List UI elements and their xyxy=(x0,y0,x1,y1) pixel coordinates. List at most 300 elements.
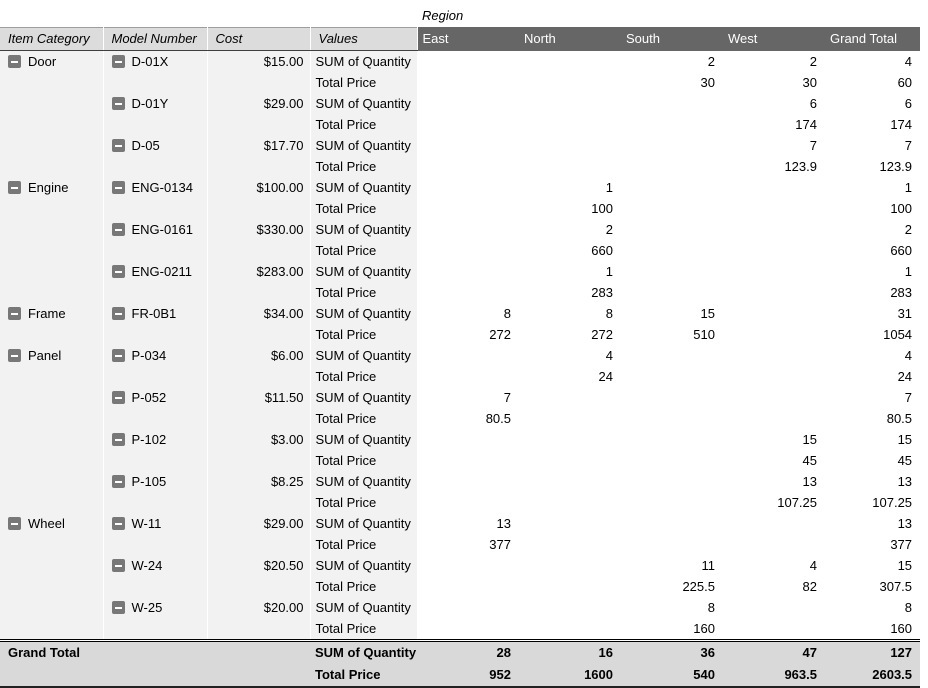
grand-total-cell-east: 952 xyxy=(417,664,519,687)
category-cell xyxy=(0,51,103,73)
data-cell xyxy=(519,597,621,618)
data-cell: 4 xyxy=(825,345,920,366)
data-cell: 2 xyxy=(723,51,825,73)
pivot-row xyxy=(0,51,920,73)
cost-cell xyxy=(207,156,310,177)
cost-cell: $8.25 xyxy=(207,471,310,492)
model-label: W-11 xyxy=(131,516,162,531)
model-label: W-25 xyxy=(131,600,163,615)
data-cell xyxy=(621,261,723,282)
data-cell: 6 xyxy=(825,93,920,114)
values-label-cell: Total Price xyxy=(310,282,417,303)
data-cell xyxy=(519,492,621,513)
minus-icon xyxy=(115,229,122,231)
values-label-cell: SUM of Quantity xyxy=(310,303,417,324)
category-cell xyxy=(0,576,103,597)
values-label-cell: SUM of Quantity xyxy=(310,345,417,366)
pivot-row xyxy=(0,72,920,93)
data-cell xyxy=(723,282,825,303)
category-cell xyxy=(0,618,103,641)
data-cell xyxy=(723,618,825,641)
data-cell: 377 xyxy=(417,534,519,555)
data-cell xyxy=(417,471,519,492)
cost-cell: $6.00 xyxy=(207,345,310,366)
cost-cell: $17.70 xyxy=(207,135,310,156)
category-cell xyxy=(0,156,103,177)
data-cell xyxy=(417,135,519,156)
collapse-model-button[interactable] xyxy=(112,391,125,404)
data-cell xyxy=(723,387,825,408)
data-cell xyxy=(621,345,723,366)
grand-total-cell-north: 16 xyxy=(519,641,621,665)
category-cell xyxy=(0,450,103,471)
grand-total-values-label-cell: Total Price xyxy=(310,664,417,687)
collapse-model-button[interactable] xyxy=(112,139,125,152)
cost-cell: $330.00 xyxy=(207,219,310,240)
pivot-row xyxy=(0,597,920,618)
model-label: FR-0B1 xyxy=(131,306,177,321)
pivot-row xyxy=(0,177,920,198)
minus-icon xyxy=(11,61,18,63)
data-cell: 377 xyxy=(825,534,920,555)
data-cell: 123.9 xyxy=(723,156,825,177)
data-cell: 60 xyxy=(825,72,920,93)
data-cell xyxy=(417,114,519,135)
model-label: P-052 xyxy=(131,390,167,405)
pivot-row xyxy=(0,555,920,576)
data-cell xyxy=(723,219,825,240)
model-cell xyxy=(103,387,207,408)
grand-total-cell-total: 2603.5 xyxy=(825,664,920,687)
model-cell xyxy=(103,492,207,513)
values-label-cell: Total Price xyxy=(310,450,417,471)
category-label: Wheel xyxy=(28,516,65,531)
collapse-model-button[interactable] xyxy=(112,307,125,320)
data-cell xyxy=(417,240,519,261)
category-label: Panel xyxy=(28,348,62,363)
model-cell xyxy=(103,618,207,641)
model-cell xyxy=(103,135,207,156)
data-cell xyxy=(417,345,519,366)
minus-icon xyxy=(11,523,18,525)
values-label-cell: Total Price xyxy=(310,240,417,261)
data-cell xyxy=(723,408,825,429)
values-label-cell: SUM of Quantity xyxy=(310,513,417,534)
pivot-row xyxy=(0,471,920,492)
minus-icon xyxy=(115,481,122,483)
model-cell xyxy=(103,597,207,618)
region-row-blank xyxy=(0,3,417,28)
category-cell xyxy=(0,177,103,198)
data-cell xyxy=(519,93,621,114)
data-cell: 4 xyxy=(519,345,621,366)
grand-total-empty-cell xyxy=(207,664,310,687)
collapse-model-button[interactable] xyxy=(112,475,125,488)
collapse-model-button[interactable] xyxy=(112,223,125,236)
values-label-cell: SUM of Quantity xyxy=(310,219,417,240)
model-cell xyxy=(103,240,207,261)
collapse-model-button[interactable] xyxy=(112,517,125,530)
data-cell: 7 xyxy=(825,135,920,156)
model-label: D-05 xyxy=(131,138,160,153)
data-cell xyxy=(417,93,519,114)
model-cell xyxy=(103,324,207,345)
category-cell xyxy=(0,534,103,555)
region-column-east: East xyxy=(417,28,519,51)
data-cell xyxy=(417,450,519,471)
minus-icon xyxy=(11,313,18,315)
data-cell: 272 xyxy=(519,324,621,345)
data-cell xyxy=(621,93,723,114)
data-cell xyxy=(519,408,621,429)
data-cell: 510 xyxy=(621,324,723,345)
minus-icon xyxy=(115,355,122,357)
minus-icon xyxy=(115,145,122,147)
data-cell xyxy=(417,618,519,641)
data-cell xyxy=(519,51,621,73)
category-label: Door xyxy=(28,54,57,69)
data-cell: 1054 xyxy=(825,324,920,345)
data-cell: 80.5 xyxy=(825,408,920,429)
data-cell xyxy=(621,534,723,555)
collapse-category-button[interactable] xyxy=(8,307,21,320)
cost-cell: $3.00 xyxy=(207,429,310,450)
grand-total-empty-cell xyxy=(207,641,310,665)
data-cell: 11 xyxy=(621,555,723,576)
model-cell xyxy=(103,429,207,450)
cost-cell: $29.00 xyxy=(207,513,310,534)
category-cell xyxy=(0,303,103,324)
pivot-row xyxy=(0,261,920,282)
category-cell xyxy=(0,261,103,282)
values-label-cell: SUM of Quantity xyxy=(310,387,417,408)
values-label-cell: Total Price xyxy=(310,324,417,345)
grand-total-cell-east: 28 xyxy=(417,641,519,665)
values-label-cell: Total Price xyxy=(310,366,417,387)
data-cell: 45 xyxy=(723,450,825,471)
model-cell xyxy=(103,555,207,576)
column-header-cost: Cost xyxy=(207,28,310,51)
values-label-cell: SUM of Quantity xyxy=(310,261,417,282)
data-cell: 272 xyxy=(417,324,519,345)
data-cell: 107.25 xyxy=(825,492,920,513)
cost-cell xyxy=(207,408,310,429)
collapse-model-button[interactable] xyxy=(112,601,125,614)
region-column-south: South xyxy=(621,28,723,51)
data-cell xyxy=(519,618,621,641)
data-cell: 4 xyxy=(723,555,825,576)
cost-cell xyxy=(207,534,310,555)
collapse-model-button[interactable] xyxy=(112,559,125,572)
data-cell xyxy=(417,282,519,303)
pivot-row xyxy=(0,93,920,114)
data-cell xyxy=(417,177,519,198)
pivot-row xyxy=(0,408,920,429)
data-cell xyxy=(621,387,723,408)
model-cell xyxy=(103,345,207,366)
grand-total-cell-south: 36 xyxy=(621,641,723,665)
data-cell: 4 xyxy=(825,51,920,73)
pivot-row xyxy=(0,219,920,240)
category-cell xyxy=(0,555,103,576)
data-cell xyxy=(621,135,723,156)
model-cell xyxy=(103,156,207,177)
data-cell: 2 xyxy=(825,219,920,240)
data-cell xyxy=(621,471,723,492)
data-cell xyxy=(621,513,723,534)
values-label-cell: Total Price xyxy=(310,408,417,429)
data-cell: 1 xyxy=(519,261,621,282)
pivot-row xyxy=(0,513,920,534)
minus-icon xyxy=(115,397,122,399)
data-cell xyxy=(723,303,825,324)
data-cell xyxy=(621,492,723,513)
data-cell xyxy=(417,492,519,513)
collapse-category-button[interactable] xyxy=(8,181,21,194)
category-cell xyxy=(0,282,103,303)
data-cell: 13 xyxy=(825,513,920,534)
collapse-model-button[interactable] xyxy=(112,265,125,278)
data-cell xyxy=(621,177,723,198)
category-cell xyxy=(0,324,103,345)
pivot-row xyxy=(0,576,920,597)
grand-total-cell-total: 127 xyxy=(825,641,920,665)
grand-total-label-cell: Grand Total xyxy=(0,641,103,665)
collapse-category-button[interactable] xyxy=(8,55,21,68)
data-cell: 13 xyxy=(417,513,519,534)
data-cell: 160 xyxy=(621,618,723,641)
cost-cell: $11.50 xyxy=(207,387,310,408)
data-cell: 8 xyxy=(621,597,723,618)
model-cell xyxy=(103,366,207,387)
region-label: Region xyxy=(417,3,920,28)
values-label-cell: Total Price xyxy=(310,114,417,135)
data-cell xyxy=(519,135,621,156)
collapse-model-button[interactable] xyxy=(112,349,125,362)
collapse-model-button[interactable] xyxy=(112,55,125,68)
model-cell xyxy=(103,576,207,597)
values-label-cell: Total Price xyxy=(310,492,417,513)
category-cell xyxy=(0,114,103,135)
model-cell xyxy=(103,114,207,135)
cost-cell: $283.00 xyxy=(207,261,310,282)
data-cell: 225.5 xyxy=(621,576,723,597)
values-label-cell: Total Price xyxy=(310,534,417,555)
cost-cell xyxy=(207,198,310,219)
data-cell: 13 xyxy=(825,471,920,492)
values-label-cell: Total Price xyxy=(310,198,417,219)
cost-cell xyxy=(207,240,310,261)
pivot-row xyxy=(0,345,920,366)
minus-icon xyxy=(115,61,122,63)
data-cell: 2 xyxy=(519,219,621,240)
data-cell xyxy=(519,534,621,555)
model-cell xyxy=(103,177,207,198)
minus-icon xyxy=(115,439,122,441)
data-cell xyxy=(621,450,723,471)
column-header-item-category: Item Category xyxy=(0,28,103,51)
data-cell: 15 xyxy=(825,555,920,576)
column-header-row xyxy=(0,28,920,51)
collapse-model-button[interactable] xyxy=(112,433,125,446)
data-cell: 660 xyxy=(825,240,920,261)
model-cell xyxy=(103,72,207,93)
values-label-cell: Total Price xyxy=(310,618,417,641)
data-cell xyxy=(417,366,519,387)
data-cell: 30 xyxy=(723,72,825,93)
model-cell xyxy=(103,513,207,534)
minus-icon xyxy=(115,565,122,567)
category-cell xyxy=(0,93,103,114)
data-cell xyxy=(621,366,723,387)
data-cell: 8 xyxy=(417,303,519,324)
data-cell: 160 xyxy=(825,618,920,641)
data-cell xyxy=(723,198,825,219)
data-cell xyxy=(621,114,723,135)
data-cell: 15 xyxy=(723,429,825,450)
category-cell xyxy=(0,219,103,240)
data-cell: 307.5 xyxy=(825,576,920,597)
minus-icon xyxy=(115,523,122,525)
pivot-row xyxy=(0,240,920,261)
data-cell xyxy=(621,429,723,450)
data-cell xyxy=(723,345,825,366)
category-label: Engine xyxy=(28,180,69,195)
grand-total-values-label-cell: SUM of Quantity xyxy=(310,641,417,665)
values-label-cell: SUM of Quantity xyxy=(310,177,417,198)
data-cell xyxy=(417,261,519,282)
collapse-category-button[interactable] xyxy=(8,349,21,362)
region-column-north: North xyxy=(519,28,621,51)
data-cell xyxy=(621,198,723,219)
values-label-cell: SUM of Quantity xyxy=(310,555,417,576)
data-cell: 174 xyxy=(825,114,920,135)
data-cell xyxy=(519,429,621,450)
model-label: ENG-0211 xyxy=(131,264,192,279)
grand-total-cell-south: 540 xyxy=(621,664,723,687)
model-cell xyxy=(103,450,207,471)
collapse-model-button[interactable] xyxy=(112,97,125,110)
cost-cell: $20.00 xyxy=(207,597,310,618)
category-cell xyxy=(0,408,103,429)
values-label-cell: SUM of Quantity xyxy=(310,135,417,156)
data-cell xyxy=(519,471,621,492)
model-label: D-01X xyxy=(131,54,169,69)
pivot-row xyxy=(0,198,920,219)
data-cell xyxy=(417,156,519,177)
data-cell: 1 xyxy=(825,177,920,198)
cost-cell xyxy=(207,366,310,387)
data-cell: 24 xyxy=(519,366,621,387)
values-label-cell: SUM of Quantity xyxy=(310,471,417,492)
category-cell xyxy=(0,345,103,366)
data-cell xyxy=(723,513,825,534)
data-cell xyxy=(723,177,825,198)
data-cell: 8 xyxy=(519,303,621,324)
model-cell xyxy=(103,219,207,240)
data-cell xyxy=(417,72,519,93)
data-cell: 100 xyxy=(519,198,621,219)
data-cell xyxy=(417,576,519,597)
model-label: ENG-0134 xyxy=(131,180,193,195)
category-cell xyxy=(0,429,103,450)
data-cell: 30 xyxy=(621,72,723,93)
grand-total-price-row xyxy=(0,664,920,687)
data-cell xyxy=(621,219,723,240)
data-cell: 13 xyxy=(723,471,825,492)
pivot-row xyxy=(0,534,920,555)
model-cell xyxy=(103,282,207,303)
data-cell xyxy=(519,450,621,471)
data-cell xyxy=(621,282,723,303)
data-cell: 8 xyxy=(825,597,920,618)
data-cell xyxy=(723,366,825,387)
grand-total-empty-cell xyxy=(0,664,103,687)
data-cell: 283 xyxy=(825,282,920,303)
category-cell xyxy=(0,513,103,534)
data-cell xyxy=(519,555,621,576)
grand-total-empty-cell xyxy=(103,664,207,687)
cost-cell xyxy=(207,114,310,135)
data-cell xyxy=(519,72,621,93)
data-cell: 15 xyxy=(621,303,723,324)
region-header-row xyxy=(0,3,920,28)
data-cell xyxy=(723,240,825,261)
category-cell xyxy=(0,72,103,93)
data-cell: 31 xyxy=(825,303,920,324)
data-cell xyxy=(417,198,519,219)
grand-total-empty-cell xyxy=(103,641,207,665)
grand-total-cell-west: 47 xyxy=(723,641,825,665)
data-cell: 107.25 xyxy=(723,492,825,513)
pivot-row xyxy=(0,282,920,303)
cost-cell: $100.00 xyxy=(207,177,310,198)
category-cell xyxy=(0,198,103,219)
model-label: D-01Y xyxy=(131,96,169,111)
model-cell xyxy=(103,51,207,73)
grand-total-cell-north: 1600 xyxy=(519,664,621,687)
pivot-row xyxy=(0,135,920,156)
cost-cell: $15.00 xyxy=(207,51,310,73)
data-cell: 123.9 xyxy=(825,156,920,177)
column-header-model-number: Model Number xyxy=(103,28,207,51)
model-label: W-24 xyxy=(131,558,163,573)
data-cell: 100 xyxy=(825,198,920,219)
model-label: ENG-0161 xyxy=(131,222,193,237)
data-cell xyxy=(417,51,519,73)
data-cell: 2 xyxy=(621,51,723,73)
model-cell xyxy=(103,471,207,492)
data-cell: 45 xyxy=(825,450,920,471)
model-cell xyxy=(103,534,207,555)
minus-icon xyxy=(11,187,18,189)
model-cell xyxy=(103,198,207,219)
minus-icon xyxy=(115,607,122,609)
collapse-category-button[interactable] xyxy=(8,517,21,530)
minus-icon xyxy=(115,313,122,315)
data-cell: 24 xyxy=(825,366,920,387)
grand-total-quantity-row xyxy=(0,641,920,665)
values-label-cell: SUM of Quantity xyxy=(310,93,417,114)
category-cell xyxy=(0,471,103,492)
pivot-row xyxy=(0,387,920,408)
data-cell: 6 xyxy=(723,93,825,114)
cost-cell xyxy=(207,576,310,597)
collapse-model-button[interactable] xyxy=(112,181,125,194)
cost-cell xyxy=(207,324,310,345)
data-cell xyxy=(519,156,621,177)
pivot-row xyxy=(0,303,920,324)
